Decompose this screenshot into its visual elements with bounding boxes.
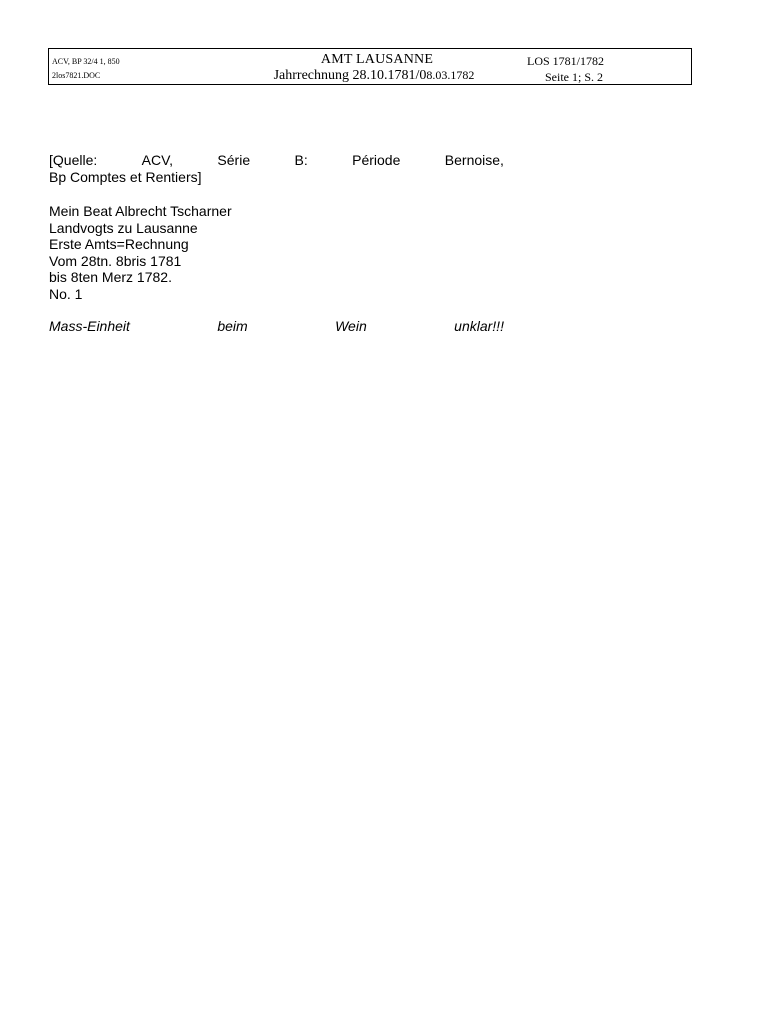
account-title-block	[49, 203, 232, 303]
subtitle-main: Jahrrechnung 28.10.1781/0	[273, 68, 427, 83]
source-word: Série	[217, 152, 251, 168]
title-line: No. 1	[49, 285, 83, 302]
note-word: beim	[217, 318, 248, 334]
source-word: ACV,	[141, 152, 174, 168]
document-subtitle	[219, 68, 529, 84]
archive-reference: ACV, BP 32/4 1, 850	[52, 57, 120, 66]
source-word: [Quelle:	[49, 152, 98, 168]
title-line: Landvogts zu Lausanne	[49, 219, 198, 236]
title-line: bis 8ten Merz 1782.	[49, 269, 172, 286]
editorial-note	[49, 318, 504, 335]
document-code: LOS 1781/1782	[527, 54, 605, 68]
note-word: unklar!!!	[454, 318, 504, 334]
source-line-1	[49, 152, 504, 169]
title-line: Erste Amts=Rechnung	[49, 236, 189, 253]
subtitle-date: 8.03.1782	[426, 68, 475, 82]
source-citation	[49, 152, 504, 185]
title-line: Mein Beat Albrecht Tscharner	[49, 203, 232, 219]
file-name: 2los7821.DOC	[52, 71, 101, 80]
source-word: Période	[352, 152, 401, 168]
note-word: Mass-Einheit	[49, 318, 130, 334]
source-line-2: Bp Comptes et Rentiers]	[49, 168, 202, 185]
page-header	[48, 48, 692, 85]
source-word: Bernoise,	[444, 152, 504, 168]
note-word: Wein	[335, 318, 367, 334]
page-number: Seite 1; S. 2	[545, 70, 604, 84]
document-title: AMT LAUSANNE	[320, 52, 434, 67]
note-line	[49, 318, 504, 335]
title-line: Vom 28tn. 8bris 1781	[49, 252, 182, 269]
source-word: B:	[294, 152, 308, 168]
